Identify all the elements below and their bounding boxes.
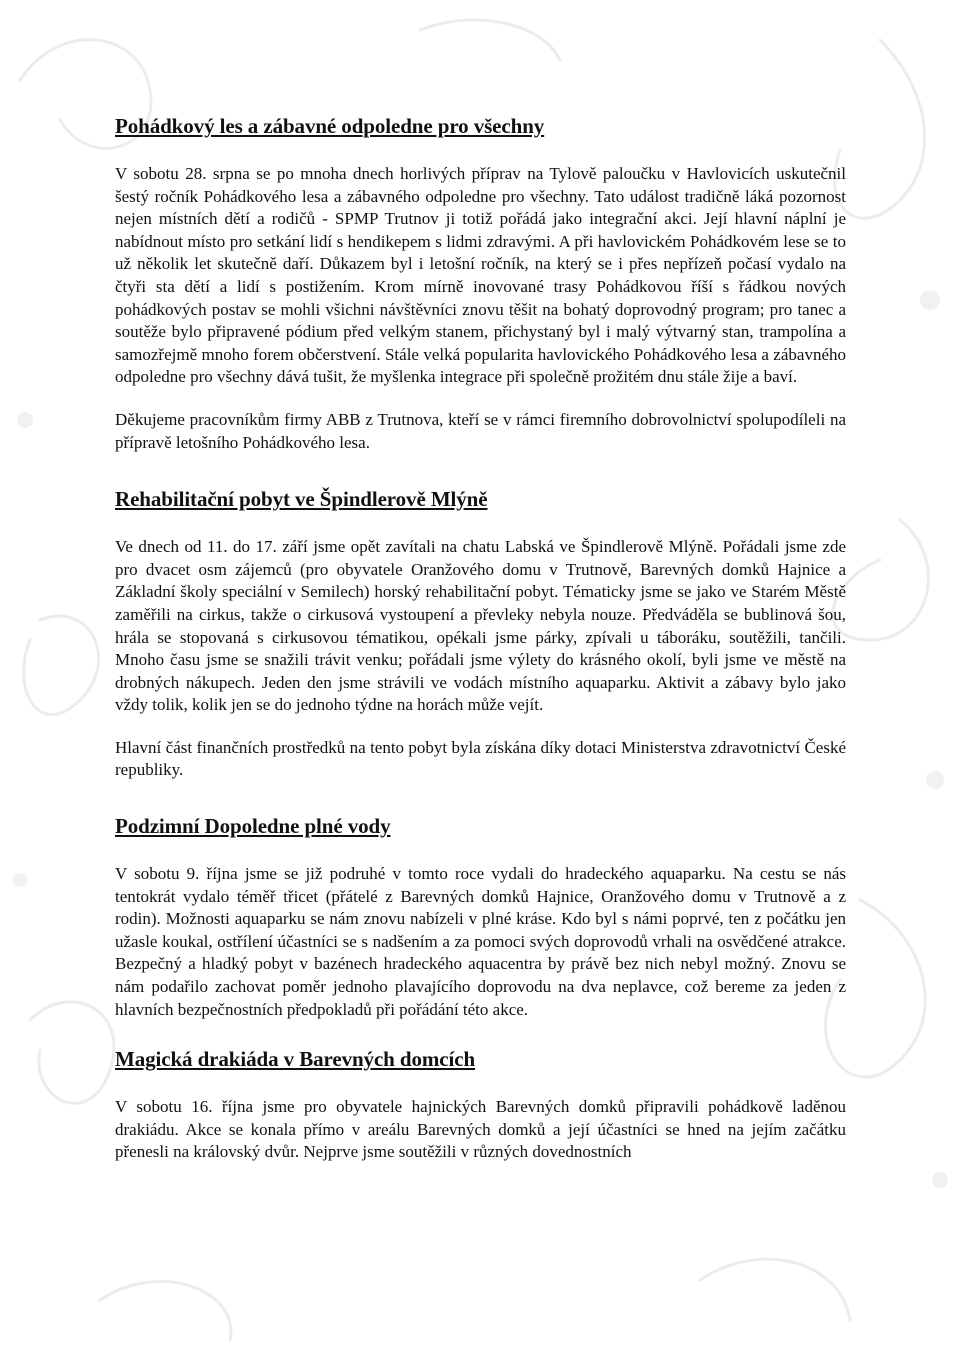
- section-heading-magicka-drakiada: Magická drakiáda v Barevných domcích: [115, 1047, 476, 1072]
- document-page: [115, 113, 846, 1184]
- paragraph-podzimni-dopoledne-main: V sobotu 9. října jsme se již podruhé v tomto roce vydali do hradeckého aquaparku. Na cestu se nás tentokrát vydalo téměř třicet (přátelé z Barevných domků Hajnice, Oranžového domu v Trutnově a z rodin). Možnosti aquaparku se nám znovu nabízeli v plné kráse. Kdo byl s námi poprvé, ten z počátku jen užasle koukal, ostřílení účastníci se s nadšením a za pomoci svých doprovodů vrhali na osvědčené atrakce. Bezpečný a hladký pobyt v bazénech hradeckého aquacentra by právě bez nich nebyl možný. Znovu se nám podařilo zachovat poměr jednoho plavajícího doprovodu na dva neplavce, což bereme za jeden z hlavních bezpečnostních předpokladů při pořádání této akce.: [115, 864, 846, 1019]
- paragraph-pohadkovy-les-main: V sobotu 28. srpna se po mnoha dnech horlivých příprav na Tylově paloučku v Havlovicích uskutečnil šestý ročník Pohádkového lesa a zábavného odpoledne pro všechny. Tato událost tradičně láká pozornost nejen místních dětí a rodičů - SPMP Trutnov ji totiž pořádá jako integrační akci. Její hlavní náplní je nabídnout místo pro setkání lidí s hendikepem s lidmi zdravými. A při havlovickém Pohádkovém lese se to už několik let skutečně daří. Důkazem byl i letošní ročník, na který se i přes nepřízeň počasí vydalo na čtyři sta dětí a lidí s postižením. Krom mírně inovované trasy Pohádkovou říší s řádkou nových pohádkových postav se mohli všichni návštěvníci znovu těšit na bohatý doprovodný program; pro tanec a soutěže bylo připravené pódium před velkým stanem, přichystaný byl i malý výtvarný stan, trampolína a samozřejmě mnoho forem občerstvení. Stále velká popularita havlovického Pohádkového lesa a zábavného odpoledne pro všechny dává tušit, že myšlenka integrace při společně prožitém dnu stále žije a baví.: [115, 164, 846, 387]
- section-heading-podzimni-dopoledne: Podzimní Dopoledne plné vody: [115, 814, 391, 839]
- paragraph-pohadkovy-les-thanks: Děkujeme pracovníkům firmy ABB z Trutnova, kteří se v rámci firemního dobrovolnictví spolupodíleli na přípravě letošního Pohádkového lesa.: [115, 409, 846, 452]
- paragraph-rehabilitacni-pobyt-funding: Hlavní část finančních prostředků na tento pobyt byla získána díky dotaci Ministerstva zdravotnictví České republiky.: [115, 737, 846, 780]
- paragraph-magicka-drakiada-main: V sobotu 16. října jsme pro obyvatele hajnických Barevných domků připravili pohádkově laděnou drakiádu. Akce se konala přímo v areálu Barevných domků a její účastníci se hned na jejím začátku přenesli na královský dvůr. Nejprve jsme soutěžili v různých dovednostních: [115, 1097, 846, 1162]
- section-heading-pohadkovy-les: Pohádkový les a zábavné odpoledne pro všechny: [115, 114, 545, 138]
- section-heading-rehabilitacni-pobyt: Rehabilitační pobyt ve Špindlerově Mlýně: [115, 487, 488, 512]
- paragraph-rehabilitacni-pobyt-main: Ve dnech od 11. do 17. září jsme opět zavítali na chatu Labská ve Špindlerově Mlýně. Pořádali jsme zde pro dvacet osm zájemců (pro obyvatele Oranžového domu v Trutnově, Barevných domků Hajnice a Základní školy speciální v Semilech) horský rehabilitační pobyt. Tématicky jsme se jako ve Starém Městě zaměřili na cirkus, takže o cirkusová vystoupení a převleky nebyla nouze. Předváděla se bublinová šou, hrála se stopovaná s cirkusovou tématikou, opékali jsme párky, zpívali u táboráku, soutěžili, tančili. Mnoho času jsme se snažili trávit venku; pořádali jsme výlety do krásného okolí, byli jsme ve městě na drobných nákupech. Jeden den jsme strávili ve vodách místního aquaparku. Aktivit a zábavy bylo jako vždy tolik, kolik jen se do jednoho týdne na horách může vejít.: [115, 537, 846, 715]
